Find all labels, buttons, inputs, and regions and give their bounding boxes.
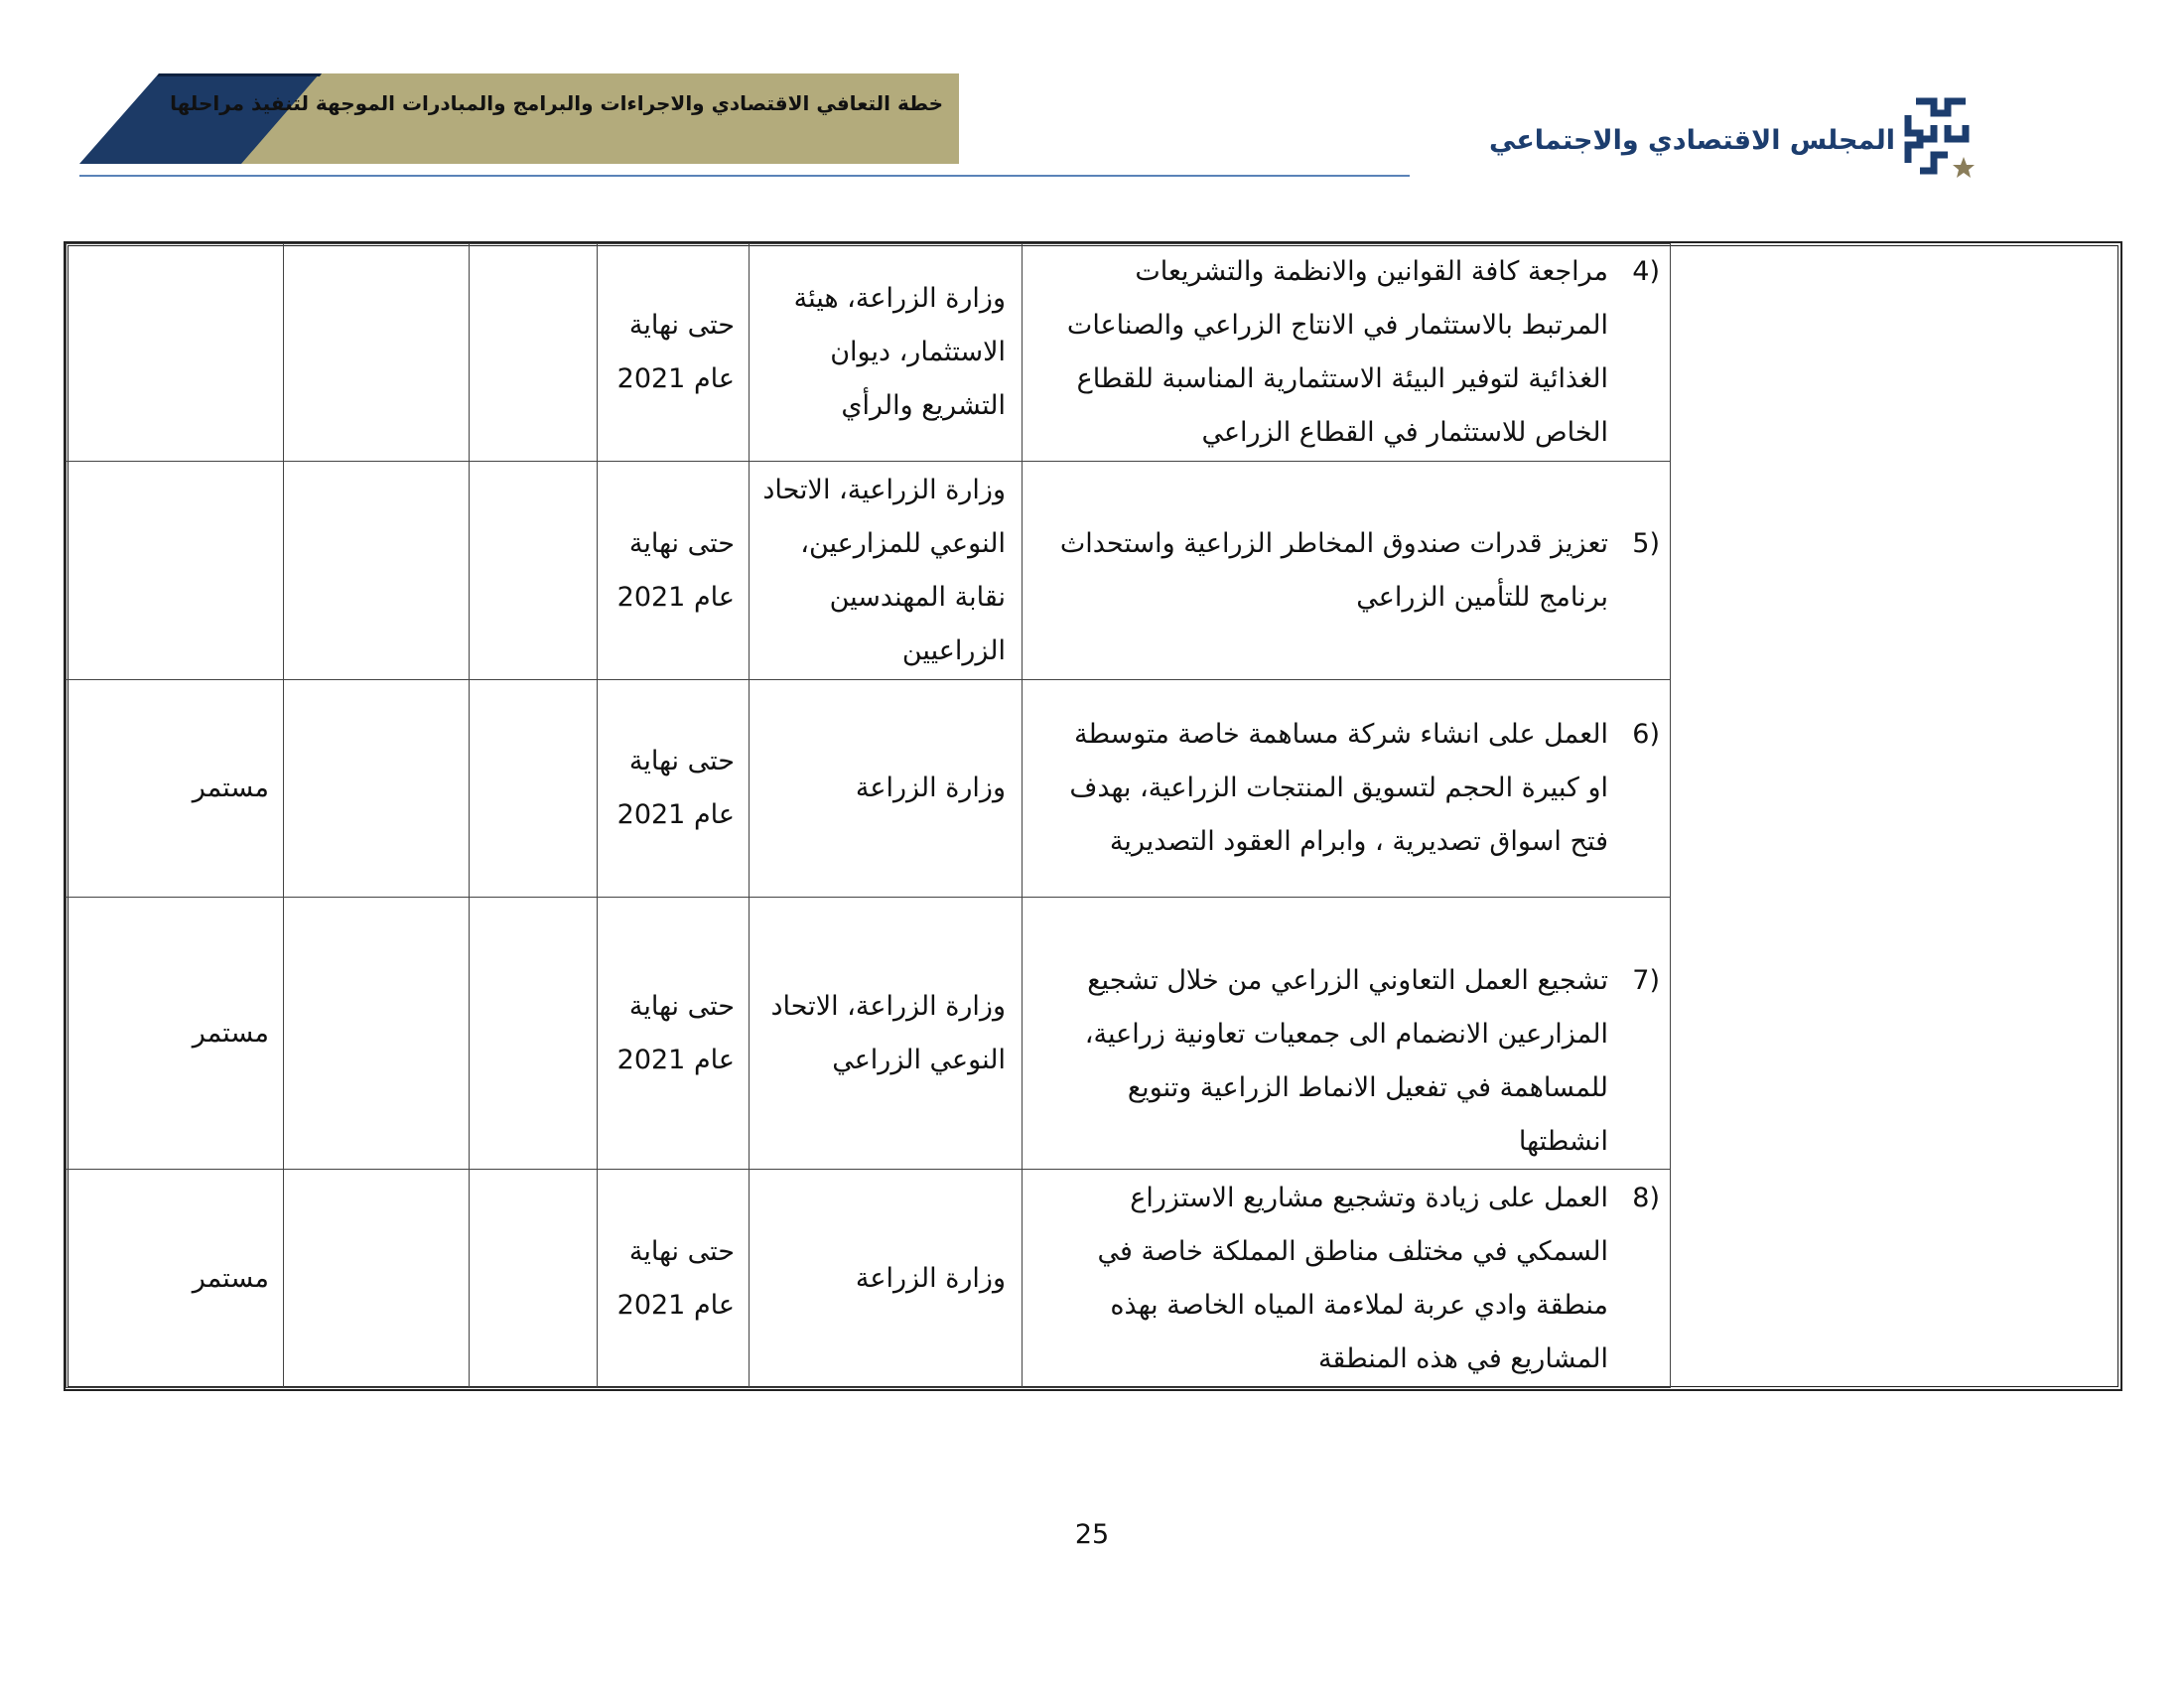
empty-cell [470, 244, 598, 462]
timeline-cell: حتى نهاية عام 2021 [598, 244, 750, 462]
measure-number: 6) [1632, 719, 1660, 750]
entities-cell: وزارة الزراعة، هيئة الاستثمار، ديوان التشريع والرأي [750, 244, 1023, 462]
measure-text: العمل على انشاء شركة مساهمة خاصة متوسطة او كبيرة الحجم لتسويق المنتجات الزراعية، بهدف فتح اسواق تصديرية ، وابرام العقود التصديرية [1069, 719, 1608, 857]
measure-text: مراجعة كافة القوانين والانظمة والتشريعات المرتبط بالاستثمار في الانتاج الزراعي والصناعات الغذائية لتوفير البيئة الاستثمارية المناسبة للقطاع الخاص للاستثمار في القطاع الزراعي [1066, 256, 1608, 448]
measure-text: تعزيز قدرات صندوق المخاطر الزراعية واستحداث برنامج للتأمين الزراعي [1059, 527, 1608, 613]
measure-cell [1023, 244, 1671, 462]
status-cell: مستمر [67, 898, 284, 1170]
header-divider [79, 175, 1410, 177]
timeline-cell: حتى نهاية عام 2021 [598, 680, 750, 898]
status-cell: مستمر [67, 680, 284, 898]
measure-cell [1023, 680, 1671, 898]
entities-cell: وزارة الزراعية، الاتحاد النوعي للمزارعين، نقابة المهندسين الزراعيين [750, 462, 1023, 680]
empty-cell [284, 1170, 470, 1388]
measure-cell [1023, 1170, 1671, 1388]
entities-cell: وزارة الزراعة [750, 680, 1023, 898]
entities-cell: وزارة الزراعة [750, 1170, 1023, 1388]
measure-number: 5) [1632, 527, 1660, 559]
measure-text: العمل على زيادة وتشجيع مشاريع الاستزراع السمكي في مختلف مناطق المملكة خاصة في منطقة وادي عربة لملاءمة المياه الخاصة بهذه المشاريع في هذه المنطقة [1097, 1182, 1608, 1374]
timeline-cell: حتى نهاية عام 2021 [598, 898, 750, 1170]
empty-cell [284, 680, 470, 898]
empty-cell [284, 462, 470, 680]
timeline-cell: حتى نهاية عام 2021 [598, 462, 750, 680]
measure-text: تشجيع العمل التعاوني الزراعي من خلال تشجيع المزارعين الانضمام الى جمعيات تعاونية زراعية، للمساهمة في تفعيل الانماط الزراعية وتنويع انشطتها [1084, 965, 1608, 1157]
measure-cell [1023, 462, 1671, 680]
empty-cell [470, 898, 598, 1170]
council-emblem-icon [1902, 95, 1981, 185]
empty-cell [284, 244, 470, 462]
council-name: المجلس الاقتصادي والاجتماعي [1489, 125, 1895, 156]
status-cell [67, 462, 284, 680]
measure-number: 7) [1632, 965, 1660, 996]
measure-number: 8) [1632, 1182, 1660, 1213]
measures-table [66, 243, 2184, 1388]
status-cell [67, 244, 284, 462]
empty-cell [470, 680, 598, 898]
status-cell: مستمر [67, 1170, 284, 1388]
table-row [67, 244, 2184, 462]
empty-cell [284, 898, 470, 1170]
timeline-cell: حتى نهاية عام 2021 [598, 1170, 750, 1388]
entities-cell: وزارة الزراعة، الاتحاد النوعي الزراعي [750, 898, 1023, 1170]
empty-cell [470, 462, 598, 680]
council-logo [1489, 95, 1989, 185]
measure-number: 4) [1632, 256, 1660, 287]
empty-cell [470, 1170, 598, 1388]
section-column-cell [1671, 244, 2184, 1388]
measure-cell [1023, 898, 1671, 1170]
header-title: خطة التعافي الاقتصادي والاجراءات والبرامج والمبادرات الموجهة لتنفيذ مراحلها [170, 91, 943, 115]
page-number: 25 [1074, 1519, 1110, 1550]
